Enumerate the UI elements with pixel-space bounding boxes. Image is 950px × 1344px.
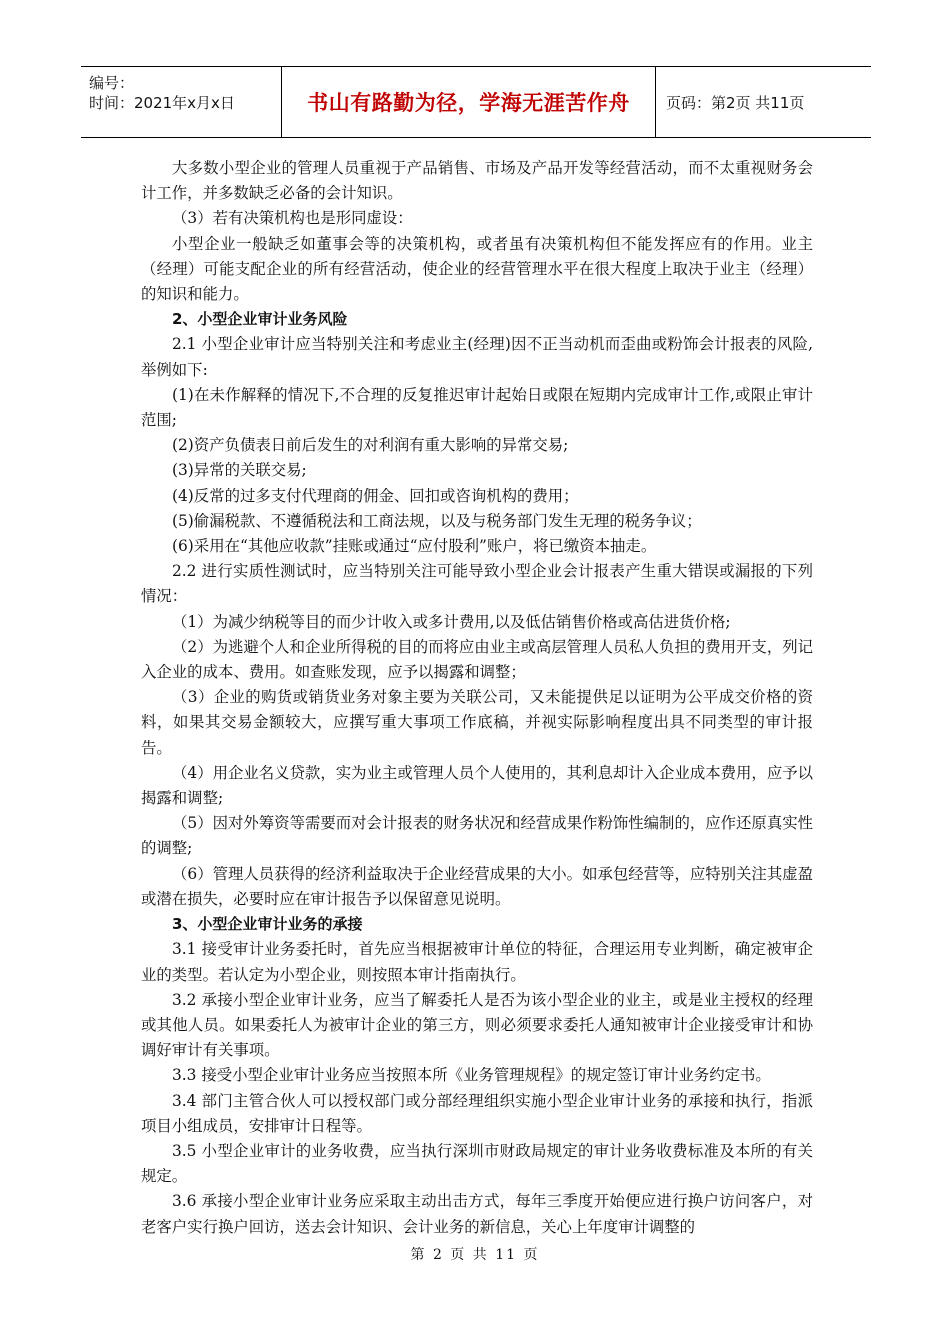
paragraph: (1)在未作解释的情况下,不合理的反复推迟审计起始日或限在短期内完成审计工作,或限止审计范围; xyxy=(141,385,813,430)
paragraph: 3.5 小型企业审计的业务收费，应当执行深圳市财政局规定的审计业务收费标准及本所的有关规定。 xyxy=(141,1141,813,1186)
paragraph: 3.3 接受小型企业审计业务应当按照本所《业务管理规程》的规定签订审计业务约定书。 xyxy=(172,1066,771,1085)
paragraph: 大多数小型企业的管理人员重视于产品销售、市场及产品开发等经营活动，而不太重视财务会计工作，并多数缺乏必备的会计知识。 xyxy=(141,159,813,203)
paragraph: (3)异常的关联交易; xyxy=(172,461,307,480)
paragraph: （6）管理人员获得的经济利益取决于企业经营成果的大小。如承包经营等，应特别关注其虚盈或潜在损失，必要时应在审计报告予以保留意见说明。 xyxy=(141,864,813,908)
paragraph: 3.4 部门主管合伙人可以授权部门或分部经理组织实施小型企业审计业务的承接和执行，指派项目小组成员，安排审计日程等。 xyxy=(141,1091,813,1135)
paragraph: 2.2 进行实质性测试时，应当特别关注可能导致小型企业会计报表产生重大错误或漏报的下列情况： xyxy=(141,562,813,606)
section-heading: 3、小型企业审计业务的承接 xyxy=(172,915,363,934)
paragraph: （1）为减少纳税等目的而少计收入或多计费用,以及低估销售价格或高估进货价格; xyxy=(172,612,731,631)
paragraph: 3.1 接受审计业务委托时，首先应当根据被审计单位的特征，合理运用专业判断，确定被审企业的类型。若认定为小型企业，则按照本审计指南执行。 xyxy=(141,940,813,984)
paragraph: (2)资产负债表日前后发生的对利润有重大影响的异常交易; xyxy=(172,436,569,455)
page-footer: 第 2 页 共 11 页 xyxy=(410,1247,540,1263)
paragraph: (5)偷漏税款、不遵循税法和工商法规，以及与税务部门发生无理的税务争议； xyxy=(172,511,702,530)
date-label: 时间：2021年x月x日 xyxy=(89,94,235,112)
header-motto: 书山有路勤为径，学海无涯苦作舟 xyxy=(282,67,656,137)
paragraph: 2.1 小型企业审计应当特别关注和考虑业主(经理)因不正当动机而歪曲或粉饰会计报表的风险,举例如下: xyxy=(141,335,813,379)
paragraph: 3.2 承接小型企业审计业务，应当了解委托人是否为该小型企业的业主，或是业主授权的经理或其他人员。如果委托人为被审计企业的第三方，则必须要求委托人通知被审计企业接受审计和协调好审计有关事项。 xyxy=(141,990,813,1060)
paragraph: (6)采用在“其他应收款”挂账或通过“应付股利”账户，将已缴资本抽走。 xyxy=(172,537,657,556)
paragraph: （3）若有决策机构也是形同虚设： xyxy=(172,209,413,228)
paragraph: （2）为逃避个人和企业所得税的目的而将应由业主或高层管理人员私人负担的费用开支，列记入企业的成本、费用。如查账发现，应予以揭露和调整； xyxy=(141,637,813,682)
paragraph: (4)反常的过多支付代理商的佣金、回扣或咨询机构的费用； xyxy=(172,486,579,505)
paragraph: 小型企业一般缺乏如董事会等的决策机构，或者虽有决策机构但不能发挥应有的作用。业主（经理）可能支配企业的所有经营活动，使企业的经营管理水平在很大程度上取决于业主（经理）的知识和能力。 xyxy=(141,234,813,304)
document-body xyxy=(141,156,813,1240)
header-meta xyxy=(81,67,282,137)
doc-number-label: 编号： xyxy=(89,74,135,92)
paragraph: （4）用企业名义贷款，实为业主或管理人员个人使用的，其利息却计入企业成本费用，应予以揭露和调整; xyxy=(141,763,813,808)
paragraph: （3）企业的购货或销货业务对象主要为关联公司，又未能提供足以证明为公平成交价格的资料，如果其交易金额较大，应撰写重大事项工作底稿，并视实际影响程度出具不同类型的审计报告。 xyxy=(141,688,813,757)
paragraph: （5）因对外筹资等需要而对会计报表的财务状况和经营成果作粉饰性编制的，应作还原真实性的调整; xyxy=(141,814,813,858)
header-page-number: 页码：第2页 共11页 xyxy=(666,93,805,112)
page-header xyxy=(81,66,871,138)
paragraph: 3.6 承接小型企业审计业务应采取主动出击方式，每年三季度开始便应进行换户访问客户，对老客户实行换户回访，送去会计知识、会计业务的新信息，关心上年度审计调整的 xyxy=(141,1192,813,1236)
section-heading: 2、小型企业审计业务风险 xyxy=(172,310,348,329)
